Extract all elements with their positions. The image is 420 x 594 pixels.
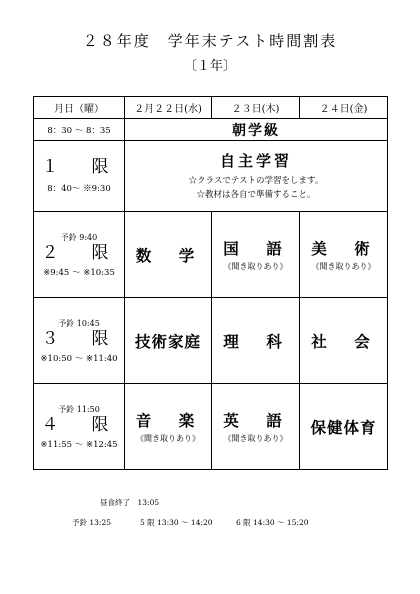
page-title: ２８年度 学年末テスト時間割表 — [82, 32, 338, 50]
p2-day1 — [125, 212, 212, 298]
header-day1: ２月２２日(水) — [125, 97, 212, 119]
period-6-time: 6 限 14:30 〜 15:20 — [236, 518, 309, 527]
p4-day2-note: 《聞き取りあり》 — [223, 434, 288, 443]
p4-day1-subject: 音 楽 — [135, 412, 201, 430]
header-day2: ２３日(木) — [212, 97, 300, 119]
p2-day2-subject: 国 語 — [223, 240, 288, 258]
p3-day3 — [300, 298, 388, 384]
period-4-cell — [34, 384, 125, 470]
p2-day1-subject: 数 学 — [135, 246, 201, 265]
period-1-cell — [34, 141, 125, 212]
timetable — [33, 96, 388, 470]
lunch-end: 昼食終了 13:05 — [100, 498, 160, 507]
self-study-note-2: ☆教材は各自で準備すること。 — [196, 189, 316, 200]
period-3-row — [34, 298, 388, 384]
p3-day1 — [125, 298, 212, 384]
p4-day2-subject: 英 語 — [223, 412, 288, 430]
self-study-cell — [125, 141, 388, 212]
period-2-cell — [34, 212, 125, 298]
p3-day1-subject: 技術家庭 — [134, 332, 201, 351]
period-3-label: ３ 限 — [41, 328, 117, 349]
period-1-time: 8：40〜 ※9:30 — [47, 184, 111, 195]
p4-day3 — [300, 384, 388, 470]
p3-day2 — [212, 298, 300, 384]
self-study-note-1: ☆クラスでテストの学習をします。 — [188, 175, 324, 186]
period-4-time: ※11:55 〜 ※12:45 — [40, 439, 118, 450]
period-4-row — [34, 384, 388, 470]
period-1-label: １ 限 — [41, 157, 117, 178]
grade-subtitle: 〔１年〕 — [183, 59, 236, 74]
period-2-label: ２ 限 — [41, 242, 117, 263]
p4-day1-note: 《聞き取りあり》 — [136, 434, 200, 443]
period-5-time: 5 限 13:30 〜 14:20 — [140, 518, 213, 527]
p3-day2-subject: 理 科 — [223, 332, 288, 351]
period-2-prebell: 予鈴 9:40 — [60, 232, 98, 242]
p4-day1 — [125, 384, 212, 470]
header-row — [34, 97, 388, 119]
p4-day3-subject: 保健体育 — [310, 418, 377, 437]
p2-day2 — [212, 212, 300, 298]
period-3-cell — [34, 298, 125, 384]
period-4-prebell: 予鈴 11:50 — [58, 404, 100, 414]
p2-day3 — [300, 212, 388, 298]
header-monthday: 月日（曜） — [34, 97, 125, 119]
p4-day2 — [212, 384, 300, 470]
p2-day3-subject: 美 術 — [311, 240, 376, 258]
morning-time: 8：30 〜 8：35 — [34, 119, 125, 141]
prebell-afternoon: 予鈴 13:25 — [72, 518, 111, 527]
morning-subject-text: 朝学級 — [232, 122, 280, 139]
period-3-prebell: 予鈴 10:45 — [58, 318, 100, 328]
period-1-row — [34, 141, 388, 212]
period-2-row — [34, 212, 388, 298]
p2-day3-note: 《聞き取りあり》 — [311, 262, 376, 271]
period-4-label: ４ 限 — [41, 414, 117, 435]
morning-subject — [125, 119, 388, 141]
header-day3: ２４日(金) — [300, 97, 388, 119]
p2-day2-note: 《聞き取りあり》 — [223, 262, 288, 271]
p3-day3-subject: 社 会 — [311, 332, 376, 351]
period-2-time: ※9:45 〜 ※10:35 — [43, 267, 115, 278]
period-3-time: ※10:50 〜 ※11:40 — [40, 353, 118, 364]
self-study-title: 自主学習 — [219, 151, 292, 170]
morning-row — [34, 119, 388, 141]
